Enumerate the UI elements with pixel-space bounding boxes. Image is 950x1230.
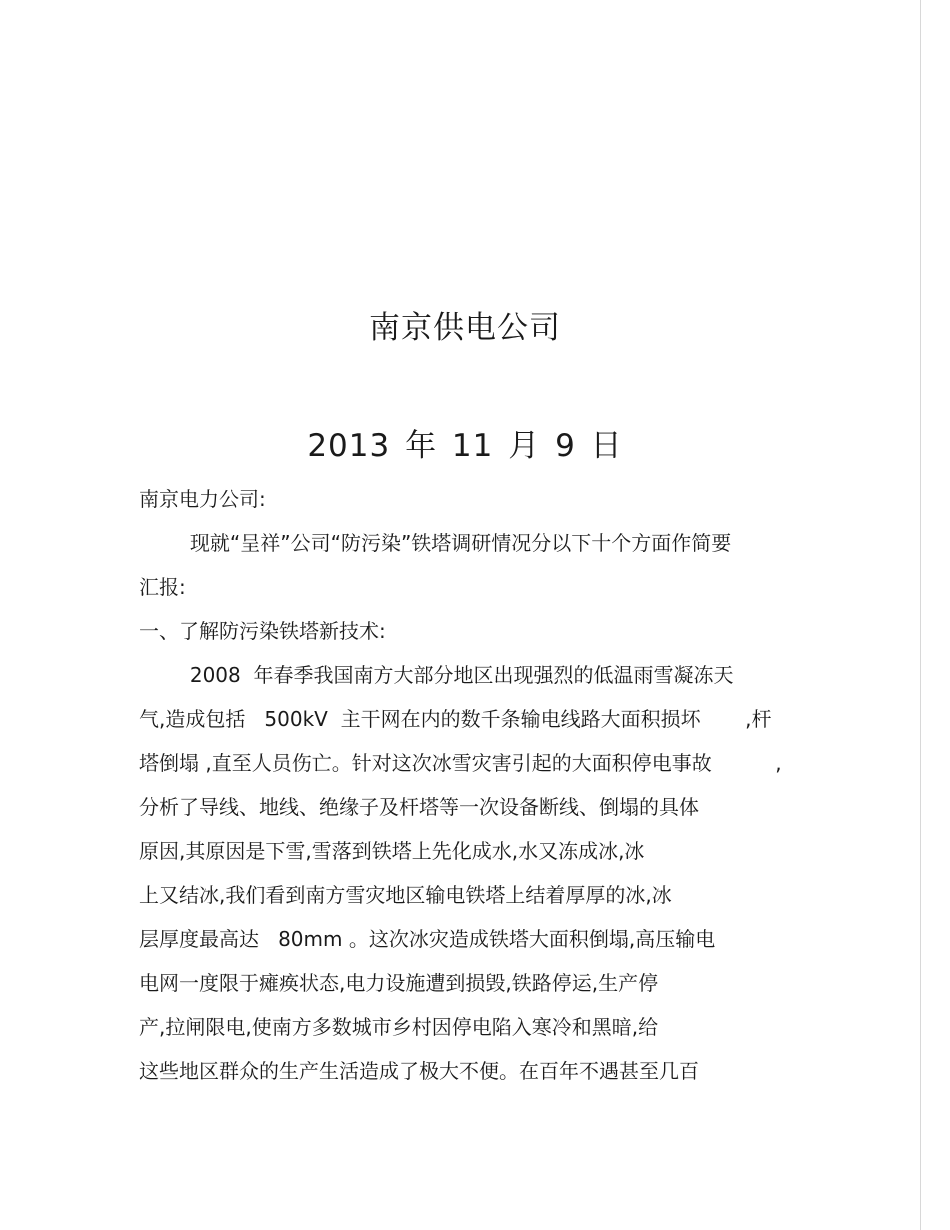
text-line: 原因,其原因是下雪,雪落到铁塔上先化成水,水又冻成冰,冰 xyxy=(139,839,645,863)
text-line: 电网一度限于瘫痪状态,电力设施遭到损毁,铁路停运,生产停 xyxy=(139,971,659,995)
text-line: 现就“呈祥”公司“防污染”铁塔调研情况分以下十个方面作简要 xyxy=(139,531,732,555)
text-line: 层厚度最高达 80mm 。这次冰灾造成铁塔大面积倒塌,高压输电 xyxy=(139,927,716,951)
text-line: 2008 年春季我国南方大部分地区出现强烈的低温雨雪凝冻天 xyxy=(139,663,734,687)
text-line: 这些地区群众的生产生活造成了极大不便。在百年不遇甚至几百 xyxy=(139,1059,699,1083)
text-line: 产,拉闸限电,使南方多数城市乡村因停电陷入寒冷和黑暗,给 xyxy=(139,1015,659,1039)
text-line: 分析了导线、地线、绝缘子及杆塔等一次设备断线、倒塌的具体 xyxy=(139,795,699,819)
text-line: 汇报: xyxy=(139,575,186,599)
text-line: 上又结冰,我们看到南方雪灾地区输电铁塔上结着厚厚的冰,冰 xyxy=(139,883,672,907)
report-date: 2013 年 11 月 9 日 xyxy=(307,428,623,464)
company-title: 南京供电公司 xyxy=(369,310,561,346)
page-edge-divider xyxy=(920,0,921,1230)
section-heading: 一、了解防污染铁塔新技术: xyxy=(139,619,386,643)
text-line: 南京电力公司: xyxy=(139,487,266,511)
text-line: 气,造成包括 500kV 主干网在内的数千条输电线路大面积损坏 ,杆 xyxy=(139,707,772,731)
text-line: 塔倒塌 ,直至人员伤亡。针对这次冰雪灾害引起的大面积停电事故 , xyxy=(139,751,782,775)
